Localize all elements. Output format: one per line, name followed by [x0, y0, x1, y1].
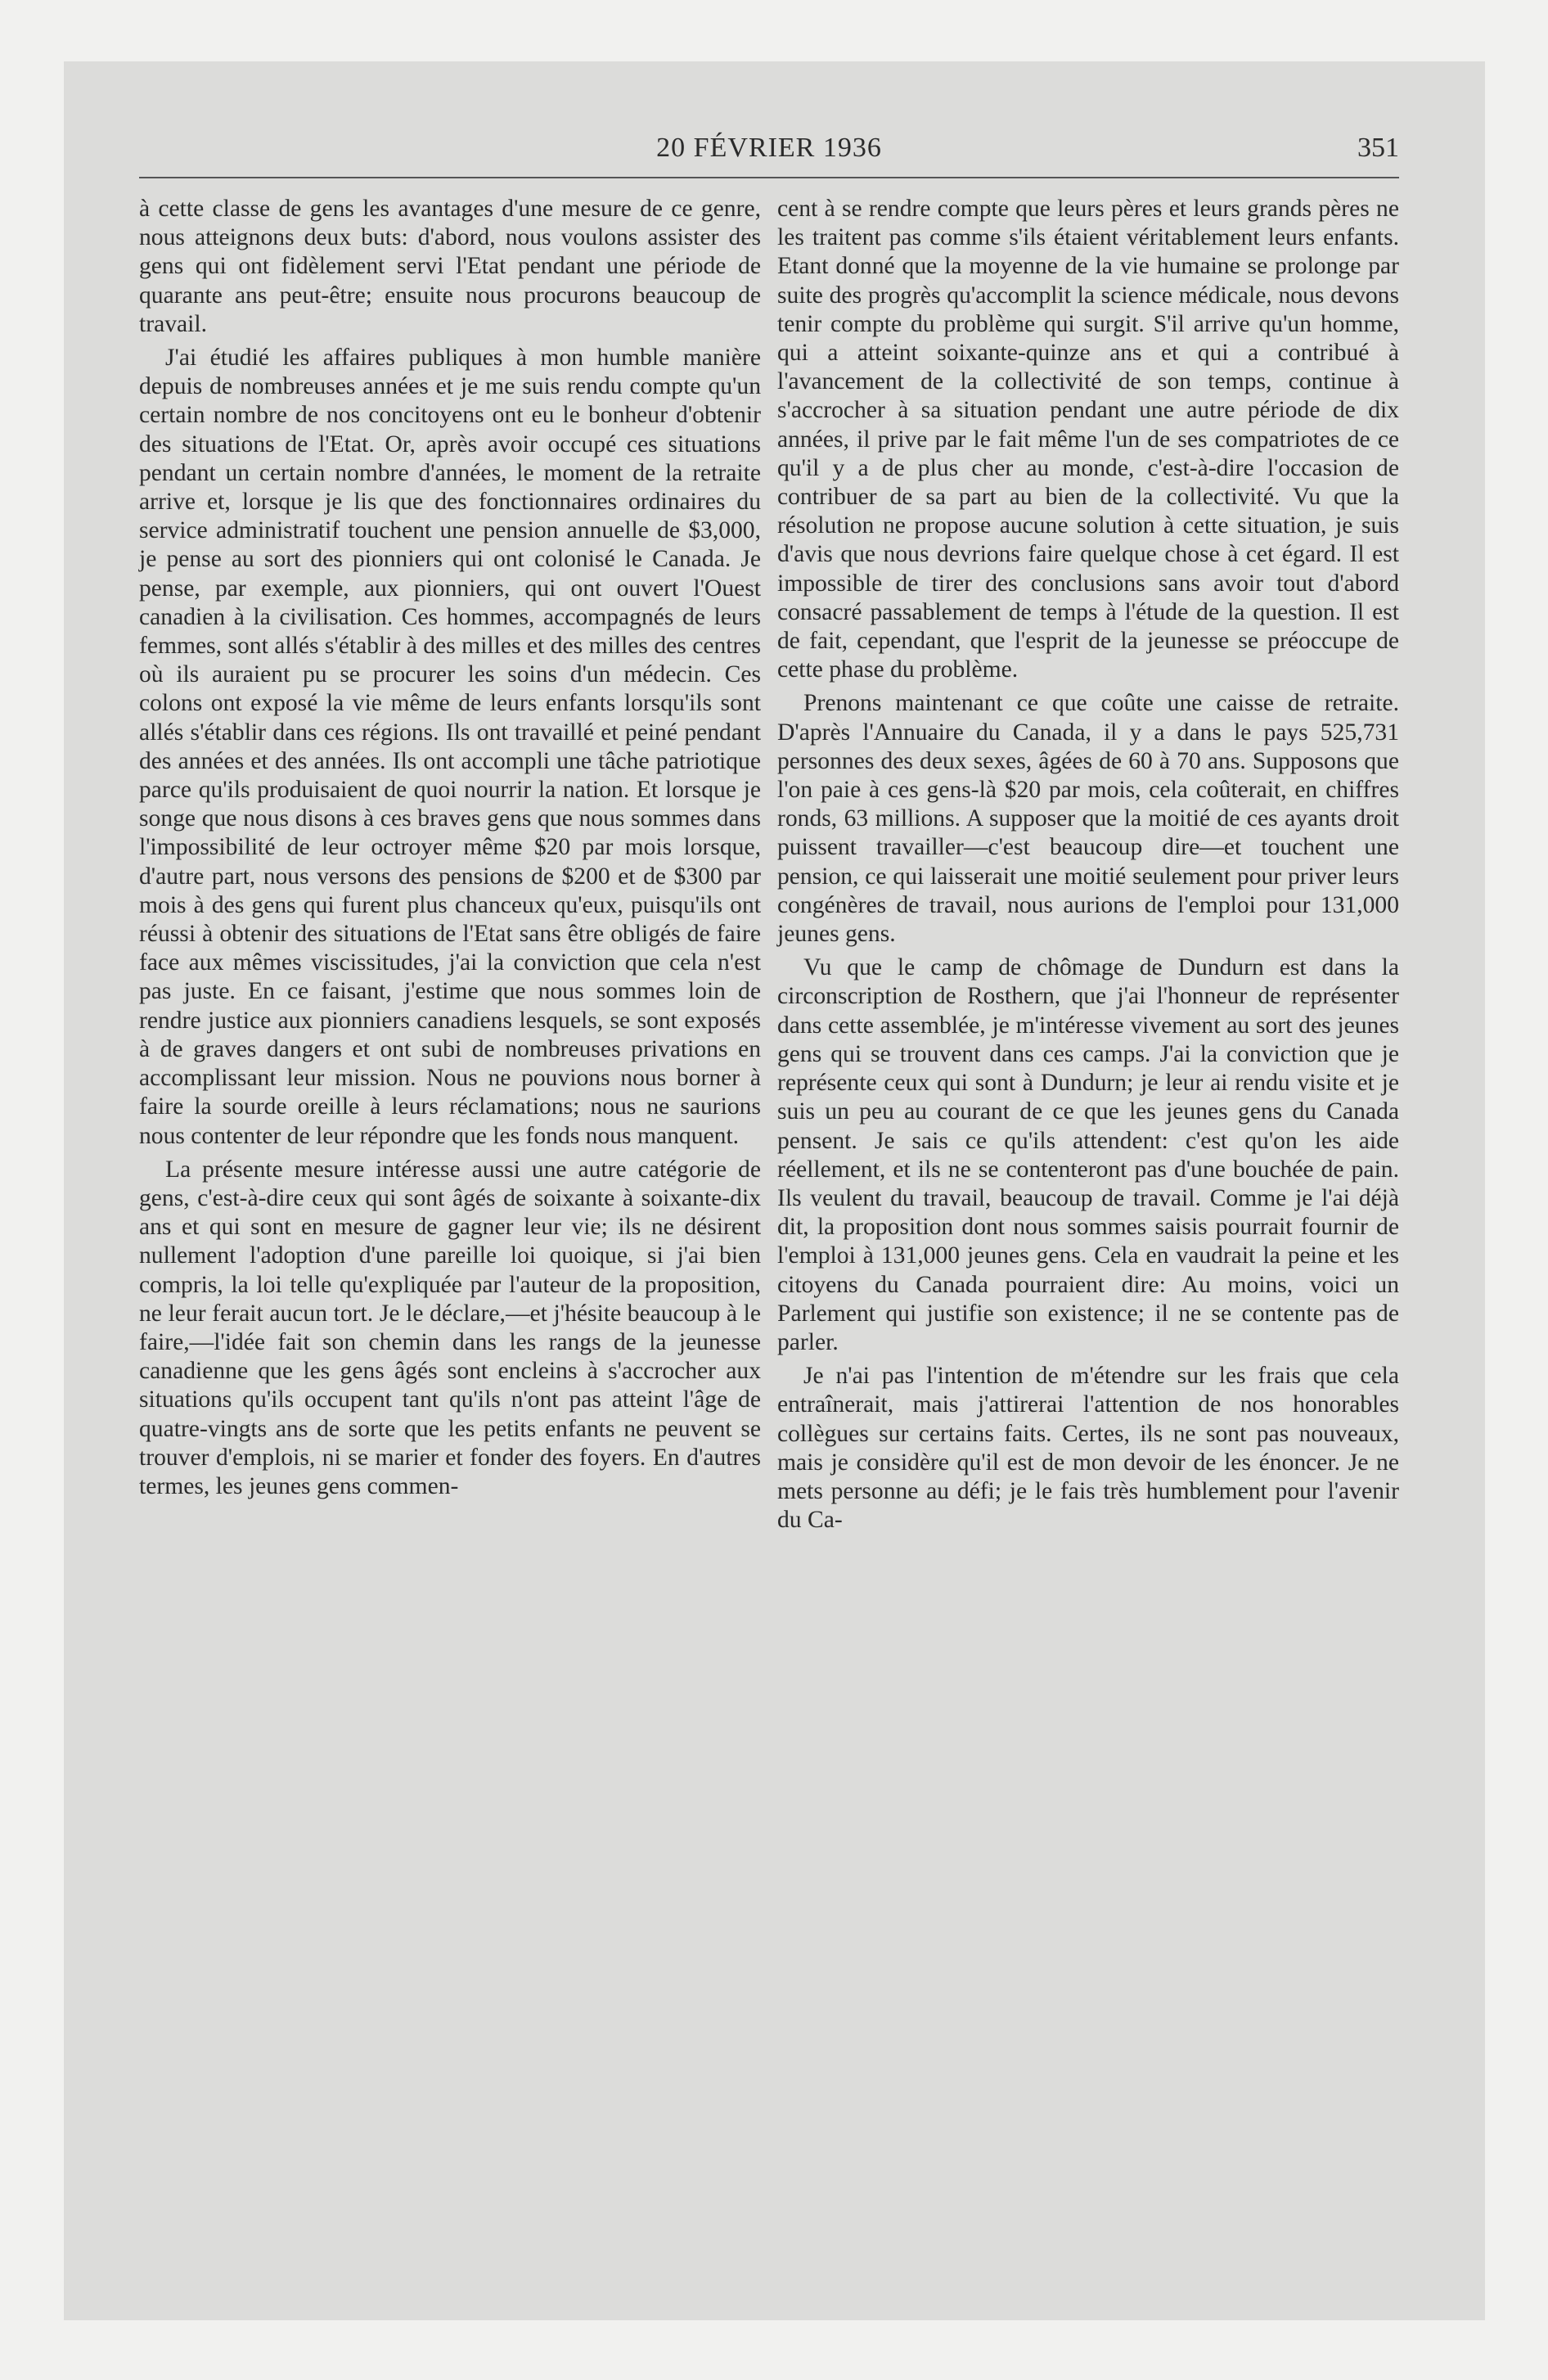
- paragraph: La présente mesure intéresse aussi une autre catégorie de gens, c'est-à-dire ceux qui sont âgés de soixante à soixante-dix ans et qui sont en mesure de gagner leur vie; ils ne désirent nullement l'adoption d'une pareille loi quoique, si j'ai bien compris, la loi telle qu'expliquée par l'auteur de la proposition, ne leur ferait aucun tort. Je le déclare,—et j'hésite beaucoup à le faire,—l'idée fait son chemin dans les rangs de la jeunesse canadienne que les gens âgés sont encleins à s'accrocher aux situations qu'ils occupent tant qu'ils n'ont pas atteint l'âge de quatre-vingts ans de sorte que les petits enfants ne peuvent se trouver d'emplois, ni se marier et fonder des foyers. En d'autres termes, les jeunes gens commen-: [139, 1156, 761, 1499]
- paragraph: à cette classe de gens les avantages d'une mesure de ce genre, nous atteignons deux buts: d'abord, nous voulons assister des gens qui ont fidèlement servi l'Etat pendant une période de quarante ans peut-être; ensuite nous procurons beaucoup de travail.: [139, 196, 761, 337]
- paragraph: Je n'ai pas l'intention de m'étendre sur les frais que cela entraînerait, mais j'attirerai l'attention de nos honorables collègues sur certains faits. Certes, ils ne sont pas nouveaux, mais je considère qu'il est de mon devoir de les énoncer. Je ne mets personne au défi; je le fais très humblement pour l'avenir du Ca-: [777, 1363, 1399, 1534]
- page-header: [139, 133, 1399, 182]
- left-column: [139, 195, 761, 2224]
- page-header-date: 20 FÉVRIER 1936: [656, 133, 882, 163]
- paragraph: J'ai étudié les affaires publiques à mon humble manière depuis de nombreuses années et je me suis rendu compte qu'un certain nombre de nos concitoyens ont eu le bonheur d'obtenir des situations de l'Etat. Or, après avoir occupé ces situations pendant un certain nombre d'années, le moment de la retraite arrive et, lorsque je lis que des fonctionnaires ordinaires du service administratif touchent une pension annuelle de $3,000, je pense au sort des pionniers qui ont colonisé le Canada. Je pense, par exemple, aux pionniers, qui ont ouvert l'Ouest canadien à la civilisation. Ces hommes, accompagnés de leurs femmes, sont allés s'établir à des milles et des milles des centres où ils auraient pu se procurer les soins d'un médecin. Ces colons ont exposé la vie même de leurs enfants lorsqu'ils sont allés s'établir dans ces régions. Ils ont travaillé et peiné pendant des années et des années. Ils ont accompli une tâche patriotique parce qu'ils produisaient de quoi nourrir la nation. Et lorsque je songe que nous disons à ces braves gens que nous sommes dans l'impossibilité de leur octroyer même $20 par mois lorsque, d'autre part, nous versons des pensions de $200 et de $300 par mois à des gens qui furent plus chanceux qu'eux, puisqu'ils ont réussi à obtenir des situations de l'Etat sans être obligés de faire face aux mêmes viscissitudes, j'ai la conviction que cela n'est pas juste. En ce faisant, j'estime que nous sommes loin de rendre justice aux pionniers canadiens lesquels, se sont exposés à de graves dangers et ont subi de nombreuses privations en accomplissant leur mission. Nous ne pouvions nous borner à faire la sourde oreille à leurs réclamations; nous ne saurions nous contenter de leur répondre que les fonds nous manquent.: [139, 345, 761, 1149]
- paragraph: Prenons maintenant ce que coûte une caisse de retraite. D'après l'Annuaire du Canada, il y a dans le pays 525,731 personnes des deux sexes, âgées de 60 à 70 ans. Supposons que l'on paie à ces gens-là $20 par mois, cela coûterait, en chiffres ronds, 63 millions. A supposer que la moitié de ces ayants droit puissent travailler—c'est beaucoup dire—et touchent une pension, ce qui laisserait une moitié seulement pour priver leurs congénères de travail, nous aurions de l'emploi pour 131,000 jeunes gens.: [777, 690, 1399, 948]
- page-number: 351: [1357, 133, 1399, 163]
- right-column: [777, 195, 1399, 2224]
- paragraph: cent à se rendre compte que leurs pères et leurs grands pères ne les traitent pas comme s'ils étaient véritablement leurs enfants. Etant donné que la moyenne de la vie humaine se prolonge par suite des progrès qu'accomplit la science médicale, nous devons tenir compte du problème qui surgit. S'il arrive qu'un homme, qui a atteint soixante-quinze ans et qui a contribué à l'avancement de la collectivité de son temps, continue à s'accrocher à sa situation pendant une autre période de dix années, il prive par le fait même l'un de ses compatriotes de ce qu'il y a de plus cher au monde, c'est-à-dire l'occasion de contribuer de sa part au bien de la collectivité. Vu que la résolution ne propose aucune solution à cette situation, je suis d'avis que nous devrions faire quelque chose à cet égard. Il est impossible de tirer des conclusions sans avoir tout d'abord consacré passablement de temps à l'étude de la question. Il est de fait, cependant, que l'esprit de la jeunesse se préoccupe de cette phase du problème.: [777, 196, 1399, 683]
- paragraph: Vu que le camp de chômage de Dundurn est dans la circonscription de Rosthern, que j'ai l'honneur de représenter dans cette assemblée, je m'intéresse vivement au sort des jeunes gens qui se trouvent dans ces camps. J'ai la conviction que je représente ceux qui sont à Dundurn; je leur ai rendu visite et je suis un peu au courant de ce que les jeunes gens du Canada pensent. Je sais ce qu'ils attendent: c'est qu'on les aide réellement, et ils ne se contenteront pas d'une bouchée de pain. Ils veulent du travail, beaucoup de travail. Comme je l'ai déjà dit, la proposition dont nous sommes saisis pourrait fournir de l'emploi à 131,000 jeunes gens. Cela en vaudrait la peine et les citoyens du Canada pourraient dire: Au moins, voici un Parlement qui justifie son existence; il ne se contente pas de parler.: [777, 954, 1399, 1355]
- header-rule: [139, 177, 1399, 178]
